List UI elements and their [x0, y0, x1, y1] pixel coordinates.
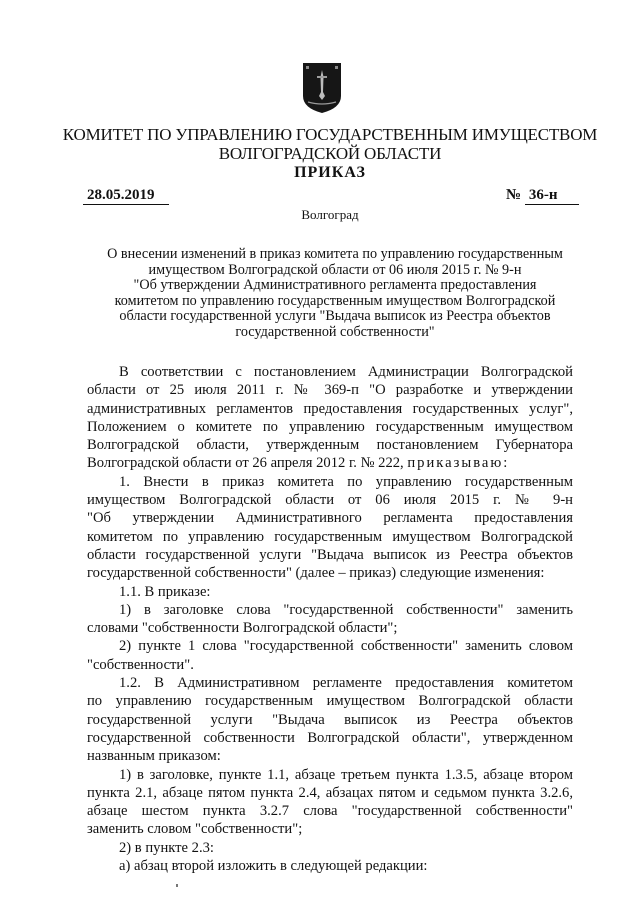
body-line: комитетом по управлению государственным имуществом Волгоградской [87, 528, 573, 545]
body-line: словами "собственности Волгоградской области"; [87, 620, 398, 637]
body-line: пункта 2.1, абзаце пятом пункта 2.4, абзацах пятом и седьмом пункта 3.2.6, [87, 784, 573, 801]
body-line: государственной услуги "Выдача выписок из Реестра объектов [87, 711, 573, 728]
body-line: заменить словом "собственности"; [87, 821, 303, 838]
body-line: а) абзац второй изложить в следующей редакции: [119, 858, 428, 875]
body-line: 2) пункте 1 слова "государственной собственности" заменить словом [119, 638, 573, 655]
subject-line: области государственной услуги "Выдача выписок из Реестра объектов [119, 308, 551, 324]
order-word: приказываю: [407, 455, 510, 472]
document-number [506, 187, 579, 205]
document-type-title: ПРИКАЗ [294, 164, 366, 181]
body-line: области от 25 июля 2011 г. № 369-п "О разработке и утверждении [87, 382, 573, 399]
body-line: по управлению государственным имуществом Волгоградской области [87, 693, 573, 710]
body-line: административных регламентов предоставления государственных услуг", [87, 400, 573, 417]
scan-speck [176, 884, 178, 887]
body-line: 1.2. В Административном регламенте предоставления комитетом [119, 675, 573, 692]
subject-line: имуществом Волгоградской области от 06 июля 2015 г. № 9-н [148, 261, 522, 278]
body-line [87, 454, 573, 472]
body-line: 1. Внести в приказ комитета по управлению государственным [119, 473, 573, 490]
document-date: 28.05.2019 [83, 187, 169, 205]
body-line: 1) в заголовке, пункте 1.1, абзаце третьем пункта 1.3.5, абзаце втором [119, 766, 573, 783]
subject-line: О внесении изменений в приказ комитета по управлению государственным [107, 246, 563, 262]
document-city: Волгоград [301, 207, 359, 222]
subject-line: комитетом по управлению государственным имуществом Волгоградской [114, 292, 556, 309]
body-line: 1) в заголовке слова "государственной собственности" заменить [119, 601, 573, 618]
preamble-last-text: Волгоградской области от 26 апреля 2012 г. № 222, [87, 455, 404, 472]
subject-line: "Об утверждении Административного регламента предоставления [133, 277, 537, 293]
body-line: абзаце шестом пункта 3.2.7 слова "государственной собственности" [87, 803, 573, 820]
number-sign: № [506, 187, 522, 203]
body-line: области государственной услуги "Выдача выписок из Реестра объектов [87, 546, 573, 563]
body-line: Волгоградской области, утвержденным постановлением Губернатора [87, 437, 573, 454]
number-value: 36-н [525, 187, 579, 205]
document-body [87, 363, 573, 875]
organization-name-line2: ВОЛГОГРАДСКОЙ ОБЛАСТИ [218, 144, 442, 163]
body-line: Положением о комитете по управлению государственным имуществом [87, 418, 573, 435]
body-line: государственной собственности Волгоградской области", утвержденном [87, 729, 573, 746]
body-line: 2) в пункте 2.3: [119, 839, 214, 856]
document-subject [85, 247, 585, 340]
subject-line: государственной собственности" [235, 323, 435, 340]
body-line: "собственности". [87, 656, 194, 673]
body-line: В соответствии с постановлением Администрации Волгоградской [119, 364, 573, 380]
volgograd-coat-of-arms-icon [302, 62, 342, 114]
body-line: "Об утверждении Административного регламента предоставления [87, 510, 573, 527]
body-line: имуществом Волгоградской области от 06 июля 2015 г. № 9-н [87, 492, 573, 509]
body-line: 1.1. В приказе: [119, 583, 211, 600]
organization-name-line1: КОМИТЕТ ПО УПРАВЛЕНИЮ ГОСУДАРСТВЕННЫМ ИМУЩЕСТВОМ [62, 125, 598, 144]
body-line: государственной собственности" (далее – приказ) следующие изменения: [87, 565, 545, 582]
body-line: названным приказом: [87, 748, 221, 765]
